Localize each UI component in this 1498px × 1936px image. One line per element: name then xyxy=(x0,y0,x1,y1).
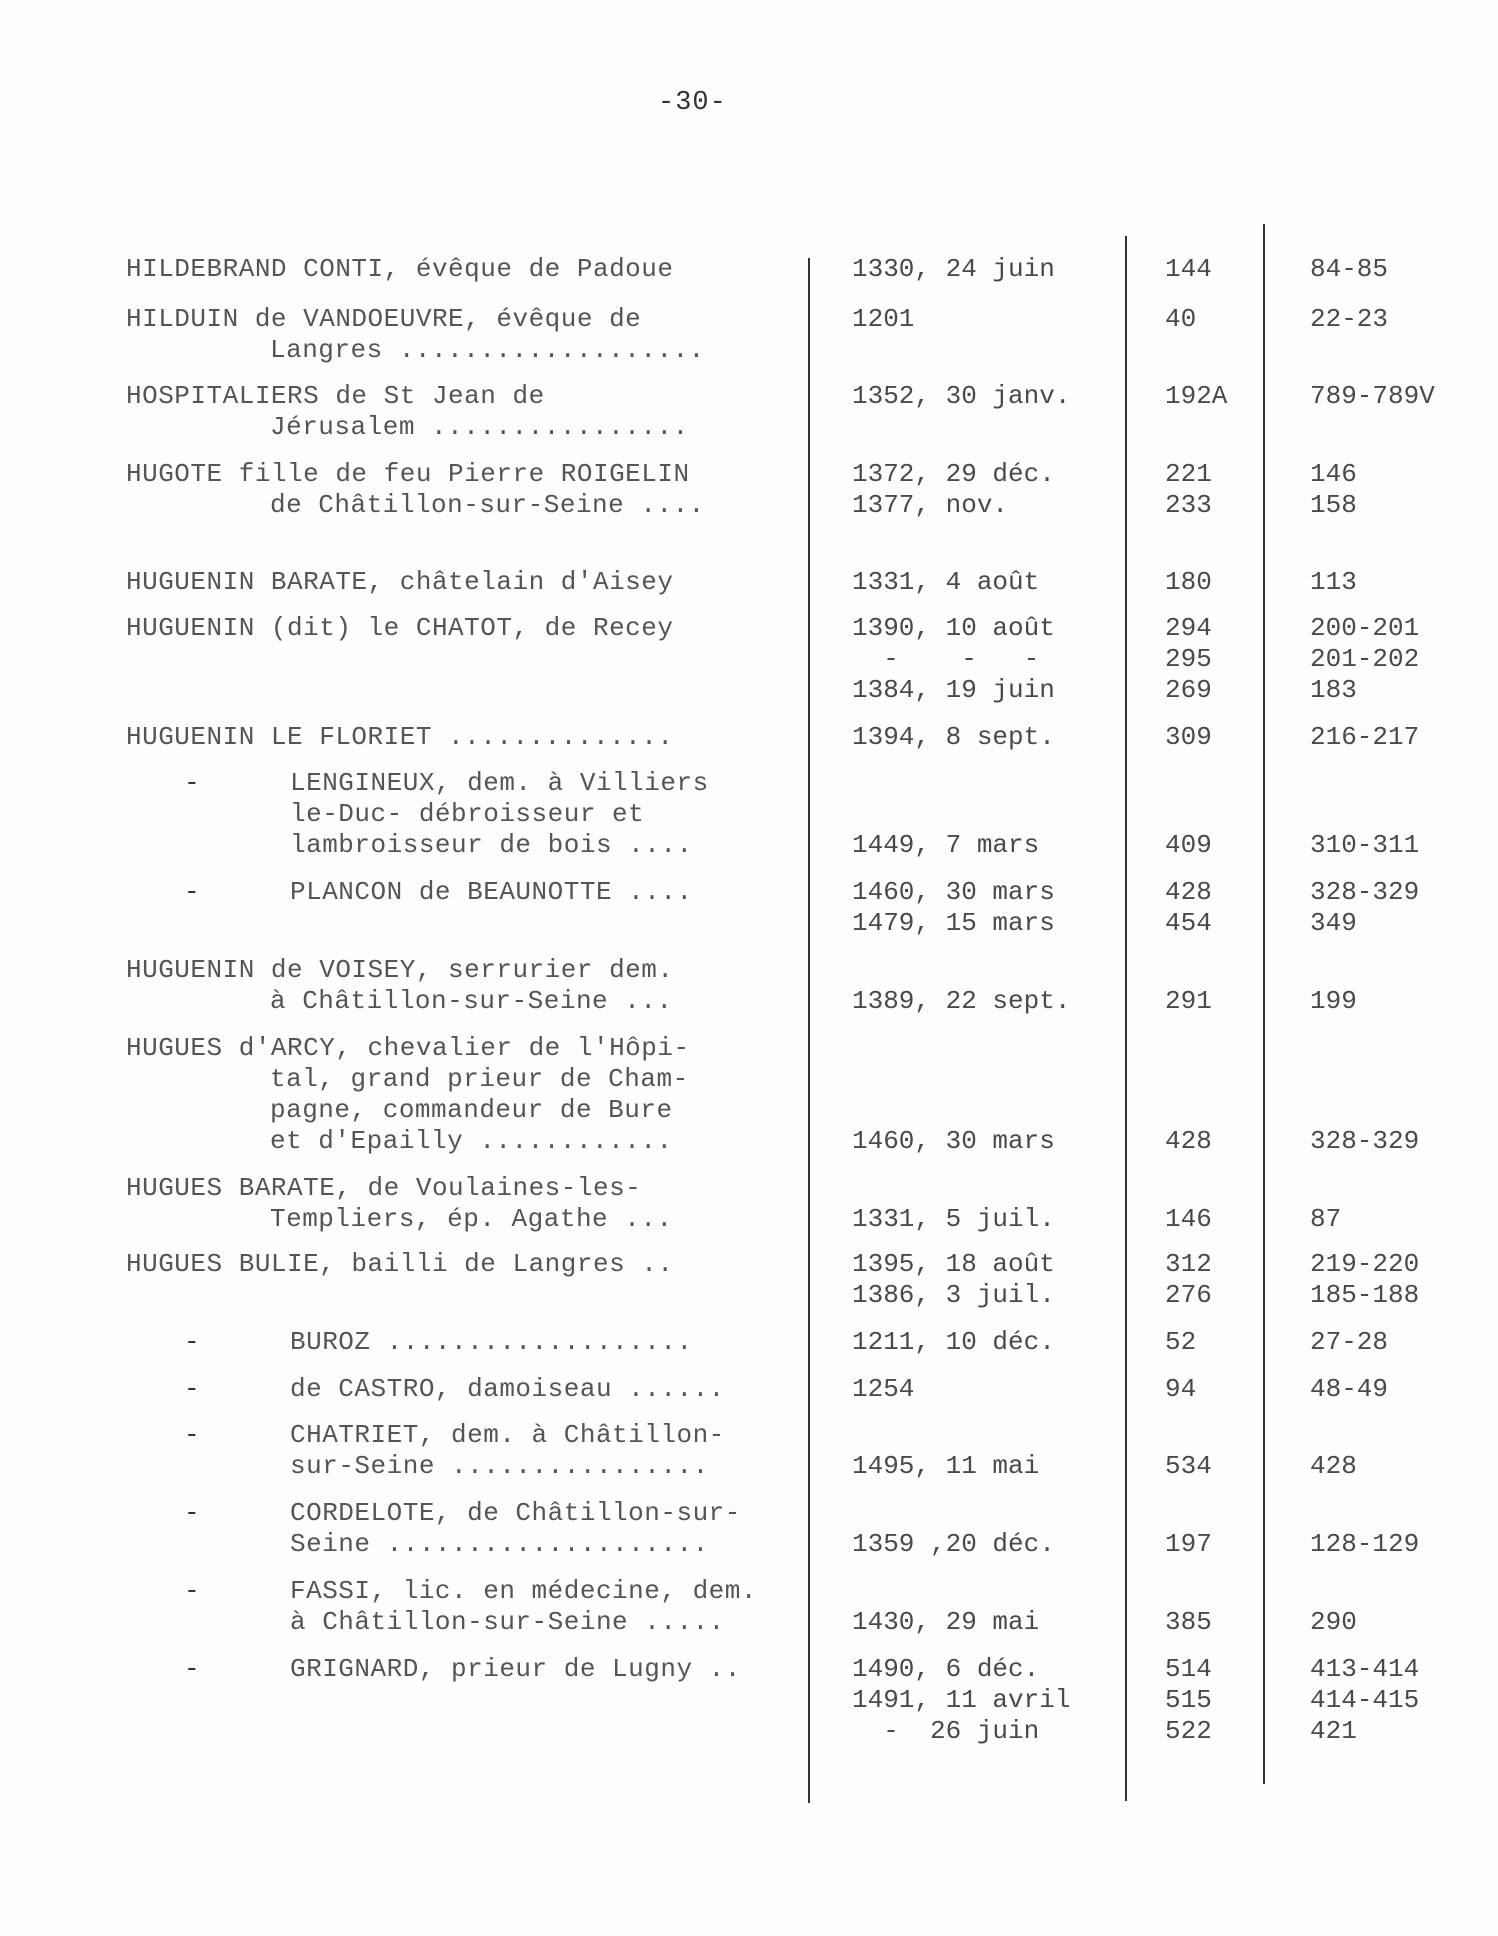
reference-date: 1449, 7 mars xyxy=(852,830,1040,860)
reference-row xyxy=(0,1654,1498,1685)
entry-name-line: HOSPITALIERS de St Jean de xyxy=(126,381,545,411)
entry-name-line: HUGUES BULIE, bailli de Langres .. xyxy=(126,1249,674,1279)
reference-row xyxy=(0,254,1498,285)
reference-row xyxy=(0,459,1498,490)
document-number: 409 xyxy=(1165,830,1212,860)
document-number: 180 xyxy=(1165,567,1212,597)
entry-name-line: HILDEBRAND CONTI, évêque de Padoue xyxy=(126,254,674,284)
reference-date: 1390, 10 août xyxy=(852,613,1055,643)
page-range: 219-220 xyxy=(1310,1249,1420,1279)
ditto-dash: - xyxy=(184,1576,200,1606)
entry-name-line: LENGINEUX, dem. à Villiers xyxy=(290,768,709,798)
reference-date: 1460, 30 mars xyxy=(852,1126,1055,1156)
ditto-dash: - xyxy=(184,877,200,907)
entry-name-line: à Châtillon-sur-Seine ..... xyxy=(290,1607,725,1637)
reference-row xyxy=(0,613,1498,644)
reference-date: 1384, 19 juin xyxy=(852,675,1055,705)
page-range: 48-49 xyxy=(1310,1374,1389,1404)
reference-row xyxy=(0,1685,1498,1716)
reference-date: 1211, 10 déc. xyxy=(852,1327,1055,1357)
reference-row xyxy=(0,1249,1498,1280)
reference-date: 1395, 18 août xyxy=(852,1249,1055,1279)
reference-date: 1331, 4 août xyxy=(852,567,1040,597)
page-range: 128-129 xyxy=(1310,1529,1420,1559)
reference-row xyxy=(0,1529,1498,1560)
reference-row xyxy=(0,1033,1498,1064)
entry-name-line: sur-Seine ................ xyxy=(290,1451,709,1481)
reference-date: 1491, 11 avril xyxy=(852,1685,1071,1715)
document-number: 52 xyxy=(1165,1327,1197,1357)
reference-row xyxy=(0,830,1498,861)
entry-name-line: lambroisseur de bois .... xyxy=(290,830,693,860)
entry-name-line: BUROZ ................... xyxy=(290,1327,693,1357)
page-range: 22-23 xyxy=(1310,304,1389,334)
reference-row xyxy=(0,722,1498,753)
entry-name-line: et d'Epailly ............ xyxy=(270,1126,673,1156)
reference-date: 1254 xyxy=(852,1374,915,1404)
document-number: 276 xyxy=(1165,1280,1212,1310)
reference-row xyxy=(0,1327,1498,1358)
page-range: 328-329 xyxy=(1310,1126,1420,1156)
entry-name-line: de CASTRO, damoiseau ...... xyxy=(290,1374,725,1404)
document-number: 40 xyxy=(1165,304,1197,334)
reference-row xyxy=(0,1607,1498,1638)
entry-name-line: PLANCON de BEAUNOTTE .... xyxy=(290,877,693,907)
entry-name-line: CHATRIET, dem. à Châtillon- xyxy=(290,1420,725,1450)
page-range: 428 xyxy=(1310,1451,1357,1481)
reference-row xyxy=(0,1374,1498,1405)
entry-name-line: HUGUENIN de VOISEY, serrurier dem. xyxy=(126,955,674,985)
page-range: 290 xyxy=(1310,1607,1357,1637)
reference-date: 1479, 15 mars xyxy=(852,908,1055,938)
document-number: 522 xyxy=(1165,1716,1212,1746)
page-range: 87 xyxy=(1310,1204,1342,1234)
reference-row xyxy=(0,1280,1498,1311)
page-range: 328-329 xyxy=(1310,877,1420,907)
reference-row xyxy=(0,304,1498,335)
entry-name-line: Seine .................... xyxy=(290,1529,709,1559)
page-range: 216-217 xyxy=(1310,722,1420,752)
reference-row xyxy=(0,1095,1498,1126)
reference-row xyxy=(0,644,1498,675)
reference-row xyxy=(0,1498,1498,1529)
document-number: 454 xyxy=(1165,908,1212,938)
reference-row xyxy=(0,490,1498,521)
reference-date: 1352, 30 janv. xyxy=(852,381,1071,411)
entry-name-line: GRIGNARD, prieur de Lugny .. xyxy=(290,1654,741,1684)
page-range: 310-311 xyxy=(1310,830,1420,860)
page-range: 185-188 xyxy=(1310,1280,1420,1310)
entry-name-line: à Châtillon-sur-Seine ... xyxy=(270,986,673,1016)
page-number: -30- xyxy=(658,88,727,118)
page-range: 84-85 xyxy=(1310,254,1389,284)
document-number: 144 xyxy=(1165,254,1212,284)
document-number: 534 xyxy=(1165,1451,1212,1481)
reference-row xyxy=(0,567,1498,598)
reference-row xyxy=(0,908,1498,939)
document-number: 312 xyxy=(1165,1249,1212,1279)
document-number: 428 xyxy=(1165,877,1212,907)
reference-date: 1490, 6 déc. xyxy=(852,1654,1040,1684)
document-number: 192A xyxy=(1165,381,1228,411)
page-range: 199 xyxy=(1310,986,1357,1016)
document-number: 94 xyxy=(1165,1374,1197,1404)
entry-name-line: HILDUIN de VANDOEUVRE, évêque de xyxy=(126,304,642,334)
reference-row xyxy=(0,1451,1498,1482)
entry-name-line: pagne, commandeur de Bure xyxy=(270,1095,673,1125)
ditto-dash: - xyxy=(184,1654,200,1684)
reference-row xyxy=(0,381,1498,412)
entry-name-line: HUGUENIN (dit) le CHATOT, de Recey xyxy=(126,613,674,643)
document-number: 221 xyxy=(1165,459,1212,489)
document-number: 197 xyxy=(1165,1529,1212,1559)
reference-row xyxy=(0,1420,1498,1451)
document-number: 146 xyxy=(1165,1204,1212,1234)
reference-date: 1201 xyxy=(852,304,915,334)
reference-row xyxy=(0,1173,1498,1204)
reference-date: 1495, 11 mai xyxy=(852,1451,1040,1481)
page-range: 27-28 xyxy=(1310,1327,1389,1357)
reference-row xyxy=(0,768,1498,799)
reference-row xyxy=(0,799,1498,830)
entry-name-line: FASSI, lic. en médecine, dem. xyxy=(290,1576,757,1606)
page-range: 158 xyxy=(1310,490,1357,520)
reference-row xyxy=(0,986,1498,1017)
reference-row xyxy=(0,877,1498,908)
document-number: 233 xyxy=(1165,490,1212,520)
page-range: 183 xyxy=(1310,675,1357,705)
reference-row xyxy=(0,1716,1498,1747)
reference-date: 1377, nov. xyxy=(852,490,1009,520)
document-number: 515 xyxy=(1165,1685,1212,1715)
page-range: 421 xyxy=(1310,1716,1357,1746)
reference-date: 1460, 30 mars xyxy=(852,877,1055,907)
page-range: 200-201 xyxy=(1310,613,1420,643)
page-range: 414-415 xyxy=(1310,1685,1420,1715)
reference-date: 1331, 5 juil. xyxy=(852,1204,1055,1234)
ditto-dash: - xyxy=(184,1327,200,1357)
document-number: 269 xyxy=(1165,675,1212,705)
entry-name-line: HUGUENIN LE FLORIET .............. xyxy=(126,722,674,752)
entry-name-line: le-Duc- débroisseur et xyxy=(290,799,645,829)
entry-name-line: CORDELOTE, de Châtillon-sur- xyxy=(290,1498,741,1528)
document-number: 514 xyxy=(1165,1654,1212,1684)
reference-date: 1430, 29 mai xyxy=(852,1607,1040,1637)
reference-row xyxy=(0,1126,1498,1157)
reference-row xyxy=(0,1064,1498,1095)
reference-date: - - - xyxy=(852,644,1040,674)
reference-date: 1359 ,20 déc. xyxy=(852,1529,1055,1559)
reference-date: 1389, 22 sept. xyxy=(852,986,1071,1016)
reference-row xyxy=(0,675,1498,706)
reference-row xyxy=(0,955,1498,986)
document-number: 385 xyxy=(1165,1607,1212,1637)
page-range: 113 xyxy=(1310,567,1357,597)
ditto-dash: - xyxy=(184,1374,200,1404)
entry-name-line: HUGUENIN BARATE, châtelain d'Aisey xyxy=(126,567,674,597)
document-number: 295 xyxy=(1165,644,1212,674)
reference-date: 1386, 3 juil. xyxy=(852,1280,1055,1310)
entry-name-line: HUGUES BARATE, de Voulaines-les- xyxy=(126,1173,642,1203)
entry-name-line: HUGOTE fille de feu Pierre ROIGELIN xyxy=(126,459,690,489)
ditto-dash: - xyxy=(184,1498,200,1528)
reference-date: 1330, 24 juin xyxy=(852,254,1055,284)
reference-date: - 26 juin xyxy=(852,1716,1040,1746)
document-number: 294 xyxy=(1165,613,1212,643)
page-range: 349 xyxy=(1310,908,1357,938)
ditto-dash: - xyxy=(184,768,200,798)
page-range: 413-414 xyxy=(1310,1654,1420,1684)
entry-name-line: Langres ................... xyxy=(270,335,705,365)
reference-date: 1372, 29 déc. xyxy=(852,459,1055,489)
reference-date: 1394, 8 sept. xyxy=(852,722,1055,752)
entry-name-line: HUGUES d'ARCY, chevalier de l'Hôpi- xyxy=(126,1033,690,1063)
page-range: 789-789V xyxy=(1310,381,1435,411)
entry-name-line: Jérusalem ................ xyxy=(270,412,689,442)
document-number: 291 xyxy=(1165,986,1212,1016)
document-number: 309 xyxy=(1165,722,1212,752)
entry-name-line: Templiers, ép. Agathe ... xyxy=(270,1204,673,1234)
ditto-dash: - xyxy=(184,1420,200,1450)
reference-row xyxy=(0,1204,1498,1235)
page-range: 201-202 xyxy=(1310,644,1420,674)
entry-name-line: de Châtillon-sur-Seine .... xyxy=(270,490,705,520)
page-range: 146 xyxy=(1310,459,1357,489)
reference-row xyxy=(0,1576,1498,1607)
document-number: 428 xyxy=(1165,1126,1212,1156)
entry-name-line: tal, grand prieur de Cham- xyxy=(270,1064,689,1094)
